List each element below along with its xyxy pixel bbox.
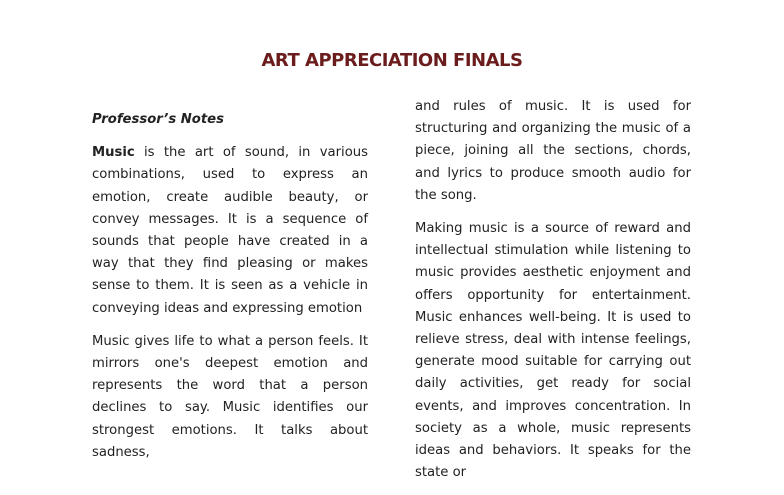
paragraph-text: is the art of sound, in various combinations, used to express an emotion, create audible beauty, or convey messages. It is a sequence of sounds that people have created in a way that they find pleasing or makes sense to them. It is seen as a vehicle in conveying ideas and expressing emotion — [92, 145, 368, 316]
paragraph-music-benefits: Making music is a source of reward and intellectual stimulation while listening to music provides aesthetic enjoyment and offers opportunity for entertainment. Music enhances well-being. It is used to relieve stress, deal with intense feelings, generate mood suitable for carrying out daily activities, get ready for social events, and improves concentration. In society as a whole, music represents ideas and behaviors. It speaks for the state or — [415, 221, 691, 481]
paragraph-music-structure: and rules of music. It is used for structuring and organizing the music of a piece, joining all the sections, chords, and lyrics to produce smooth audio for the song. — [415, 99, 691, 203]
paragraph-music-definition — [92, 142, 368, 320]
paragraph-music-emotion: Music gives life to what a person feels. It mirrors one's deepest emotion and represents the word that a person declines to say. Music identifies our strongest emotions. It talks about sadness, — [92, 333, 368, 460]
right-column — [415, 96, 691, 495]
document-title: ART APPRECIATION FINALS — [261, 50, 523, 71]
left-column — [92, 109, 368, 475]
term-music: Music — [92, 145, 135, 161]
notes-heading: Professor’s Notes — [92, 112, 224, 127]
